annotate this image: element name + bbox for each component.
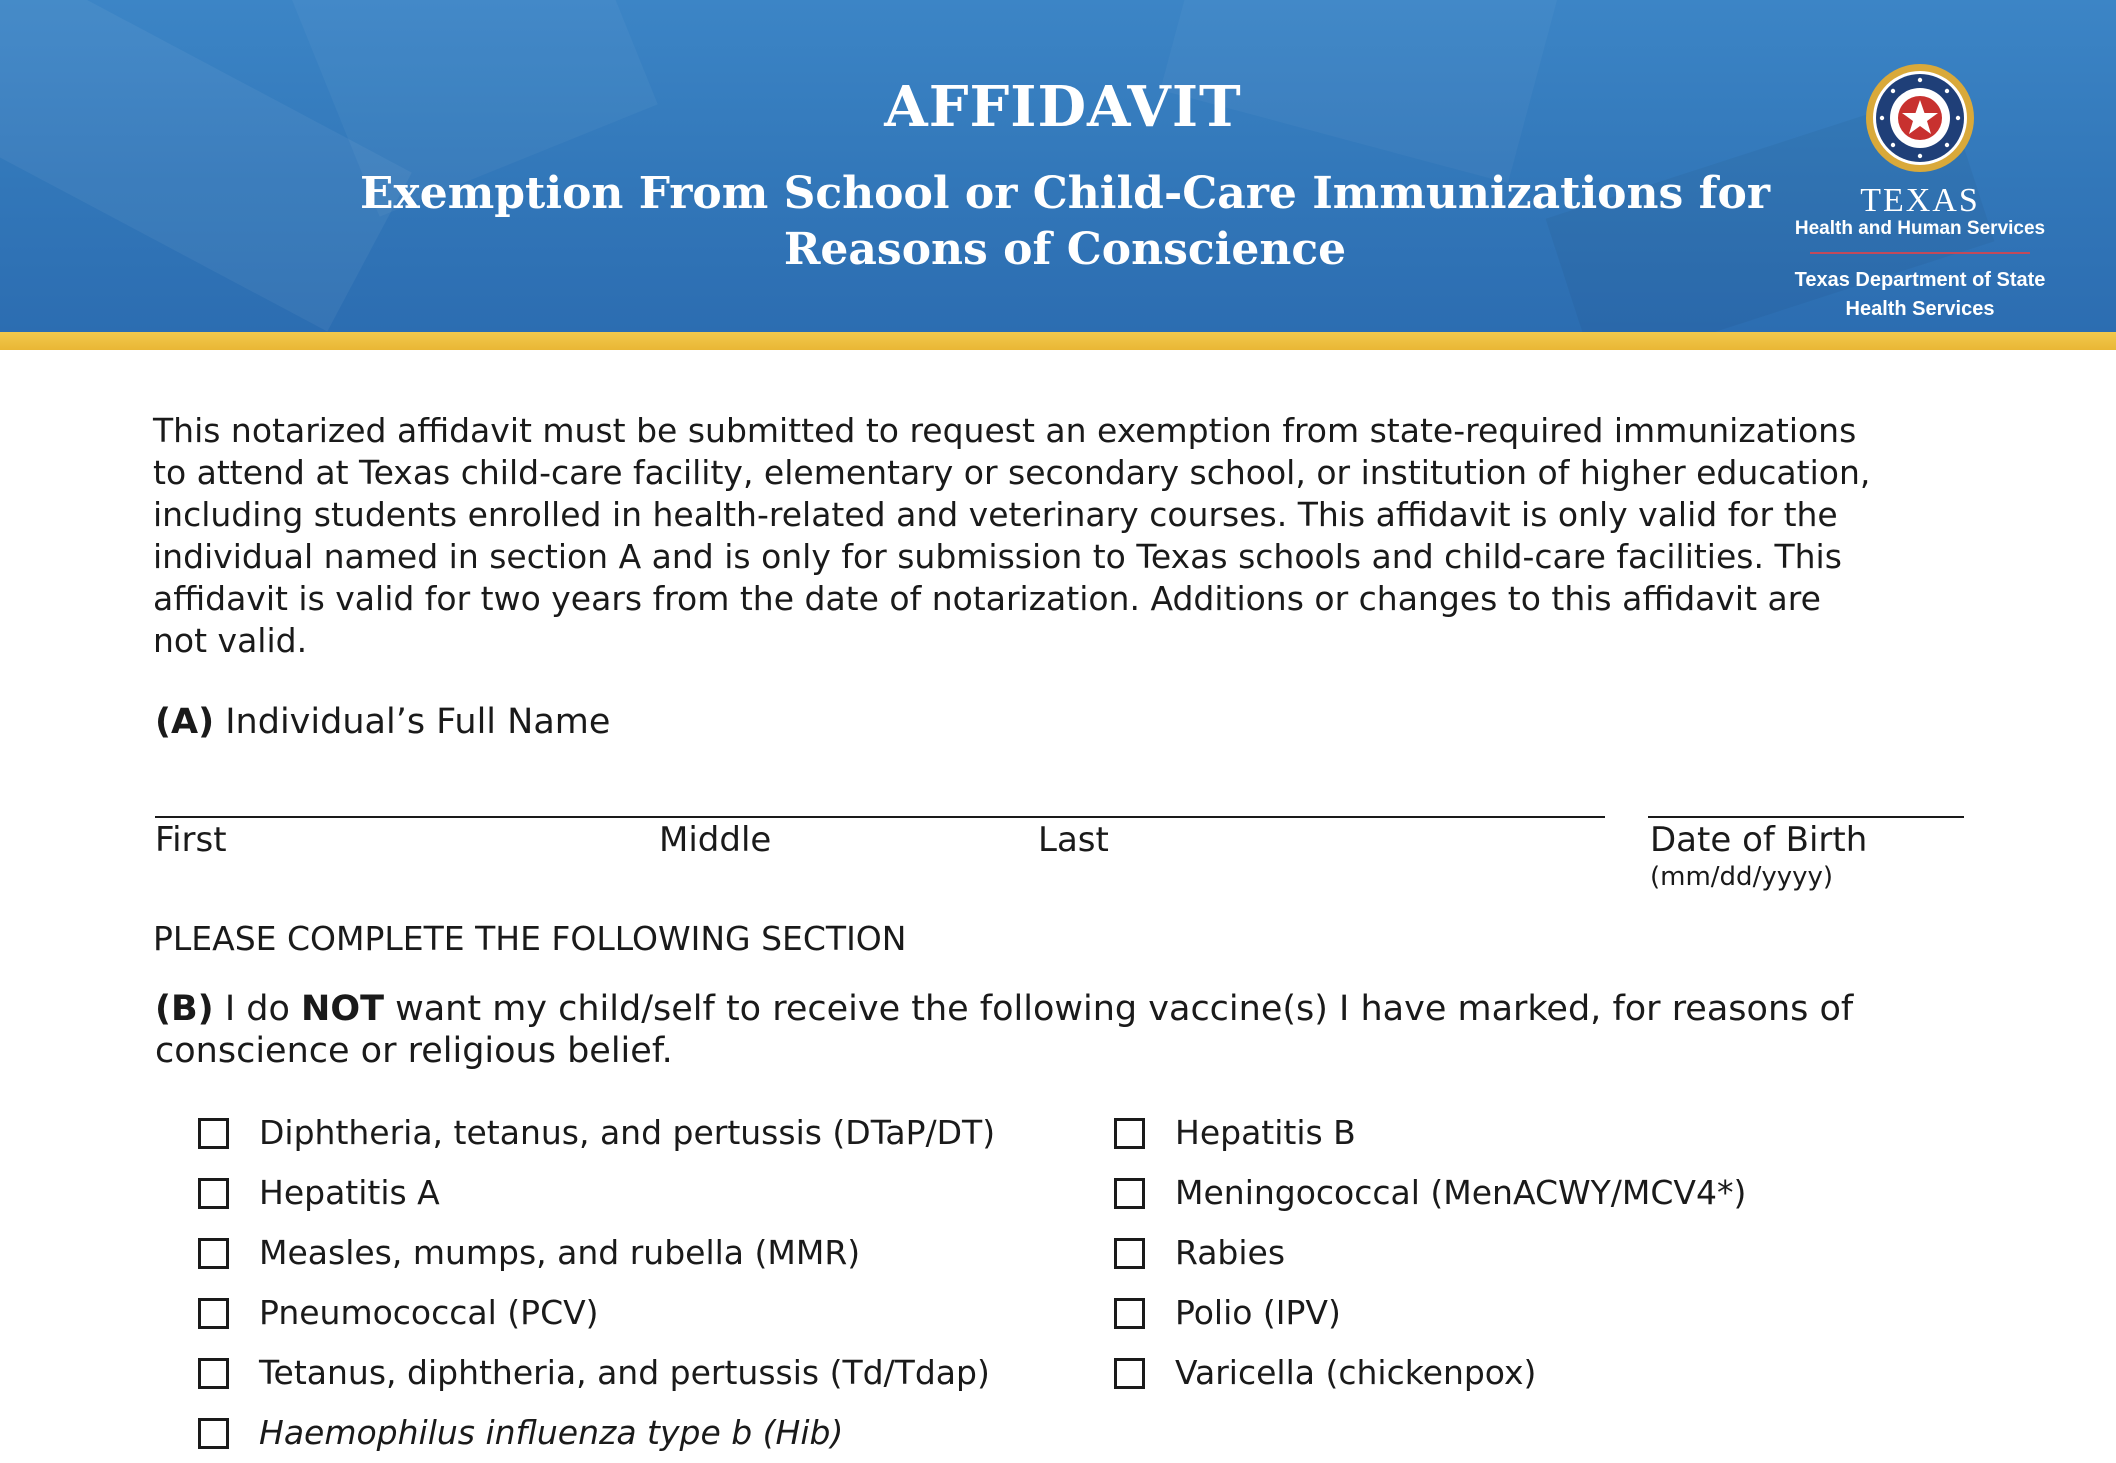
vaccine-checkbox[interactable] (1114, 1238, 1145, 1269)
vaccine-label: Haemophilus influenza type b (Hib) (259, 1413, 844, 1452)
section-a-heading (155, 700, 610, 744)
hhs-logo (1770, 60, 2070, 330)
vaccine-label: Tetanus, diphtheria, and pertussis (Td/Tdap) (259, 1353, 990, 1392)
section-b-text: I do (224, 989, 290, 1029)
first-name-label: First (155, 820, 227, 860)
vaccine-checkbox[interactable] (1114, 1298, 1145, 1329)
vaccine-label: Rabies (1175, 1233, 1286, 1272)
section-b-line: conscience or religious belief. (155, 1031, 673, 1071)
vaccine-label: Measles, mumps, and rubella (MMR) (259, 1233, 861, 1272)
section-a-label: Individual’s Full Name (225, 702, 611, 742)
vaccine-checkbox[interactable] (198, 1418, 229, 1449)
vaccine-option (198, 1163, 995, 1223)
vaccine-option (1114, 1343, 1746, 1403)
vaccine-list-right (1114, 1103, 1746, 1403)
vaccine-option (198, 1283, 995, 1343)
document-title: AFFIDAVIT (884, 74, 1242, 140)
section-b-tag: (B) (155, 989, 214, 1029)
vaccine-checkbox[interactable] (1114, 1178, 1145, 1209)
vaccine-option (1114, 1103, 1746, 1163)
intro-line: including students enrolled in health-related and veterinary courses. This affidavit is only valid for the (153, 495, 1838, 534)
intro-line: to attend at Texas child-care facility, elementary or secondary school, or institution of higher education, (153, 453, 1871, 492)
vaccine-checkbox[interactable] (198, 1298, 229, 1329)
please-complete-heading: PLEASE COMPLETE THE FOLLOWING SECTION (153, 919, 907, 958)
document-subtitle (330, 166, 1800, 278)
vaccine-checkbox[interactable] (198, 1178, 229, 1209)
section-b-line (155, 988, 2015, 1030)
section-a-tag: (A) (155, 702, 215, 742)
vaccine-option (198, 1223, 995, 1283)
intro-line: This notarized affidavit must be submitted to request an exemption from state-required immunizations (153, 411, 1857, 450)
full-name-field[interactable] (155, 816, 1605, 818)
logo-hhs-text: Health and Human Services (1794, 218, 2046, 239)
intro-line: not valid. (153, 621, 308, 660)
vaccine-label: Hepatitis B (1175, 1113, 1356, 1152)
vaccine-label: Hepatitis A (259, 1173, 440, 1212)
vaccine-label: Meningococcal (MenACWY/MCV4*) (1175, 1173, 1747, 1212)
section-b-text: want my child/self to receive the following vaccine(s) I have marked, for reasons of (395, 989, 1854, 1029)
vaccine-option (198, 1403, 995, 1463)
intro-line: affidavit is valid for two years from the date of notarization. Additions or changes to this affidavit are (153, 579, 1821, 618)
date-format-hint: (mm/dd/yyyy) (1650, 862, 1834, 892)
date-of-birth-label: Date of Birth (1650, 820, 1868, 860)
header-banner (0, 0, 2116, 332)
vaccine-checkbox[interactable] (198, 1118, 229, 1149)
intro-line: individual named in section A and is only for submission to Texas schools and child-care facilities. This (153, 537, 1842, 576)
logo-dshs-line: Texas Department of State (1794, 269, 2046, 291)
vaccine-option (1114, 1283, 1746, 1343)
header-accent-bar (0, 332, 2116, 350)
vaccine-label: Varicella (chickenpox) (1175, 1353, 1537, 1392)
vaccine-label: Diphtheria, tetanus, and pertussis (DTaP/DT) (259, 1113, 996, 1152)
logo-divider (1810, 252, 2030, 254)
vaccine-checkbox[interactable] (1114, 1358, 1145, 1389)
logo-dshs-text (1770, 266, 2070, 324)
vaccine-option (1114, 1163, 1746, 1223)
vaccine-option (198, 1103, 995, 1163)
vaccine-checkbox[interactable] (198, 1358, 229, 1389)
last-name-label: Last (1038, 820, 1109, 860)
middle-name-label: Middle (659, 820, 772, 860)
vaccine-option (1114, 1223, 1746, 1283)
vaccine-checkbox[interactable] (198, 1238, 229, 1269)
logo-dshs-line: Health Services (1845, 298, 1995, 320)
texas-seal-icon (1864, 62, 1976, 174)
vaccine-label: Pneumococcal (PCV) (259, 1293, 599, 1332)
subtitle-line: Reasons of Conscience (783, 224, 1347, 275)
vaccine-label: Polio (IPV) (1175, 1293, 1341, 1332)
section-b-statement (155, 988, 2015, 1072)
vaccine-checkbox[interactable] (1114, 1118, 1145, 1149)
vaccine-option (198, 1343, 995, 1403)
logo-texas-wordmark: TEXAS (1860, 182, 1980, 219)
vaccine-list-left (198, 1103, 995, 1463)
section-b-emphasis: NOT (301, 989, 384, 1029)
intro-paragraph (153, 410, 2013, 662)
subtitle-line: Exemption From School or Child-Care Immunizations for (359, 168, 1771, 219)
